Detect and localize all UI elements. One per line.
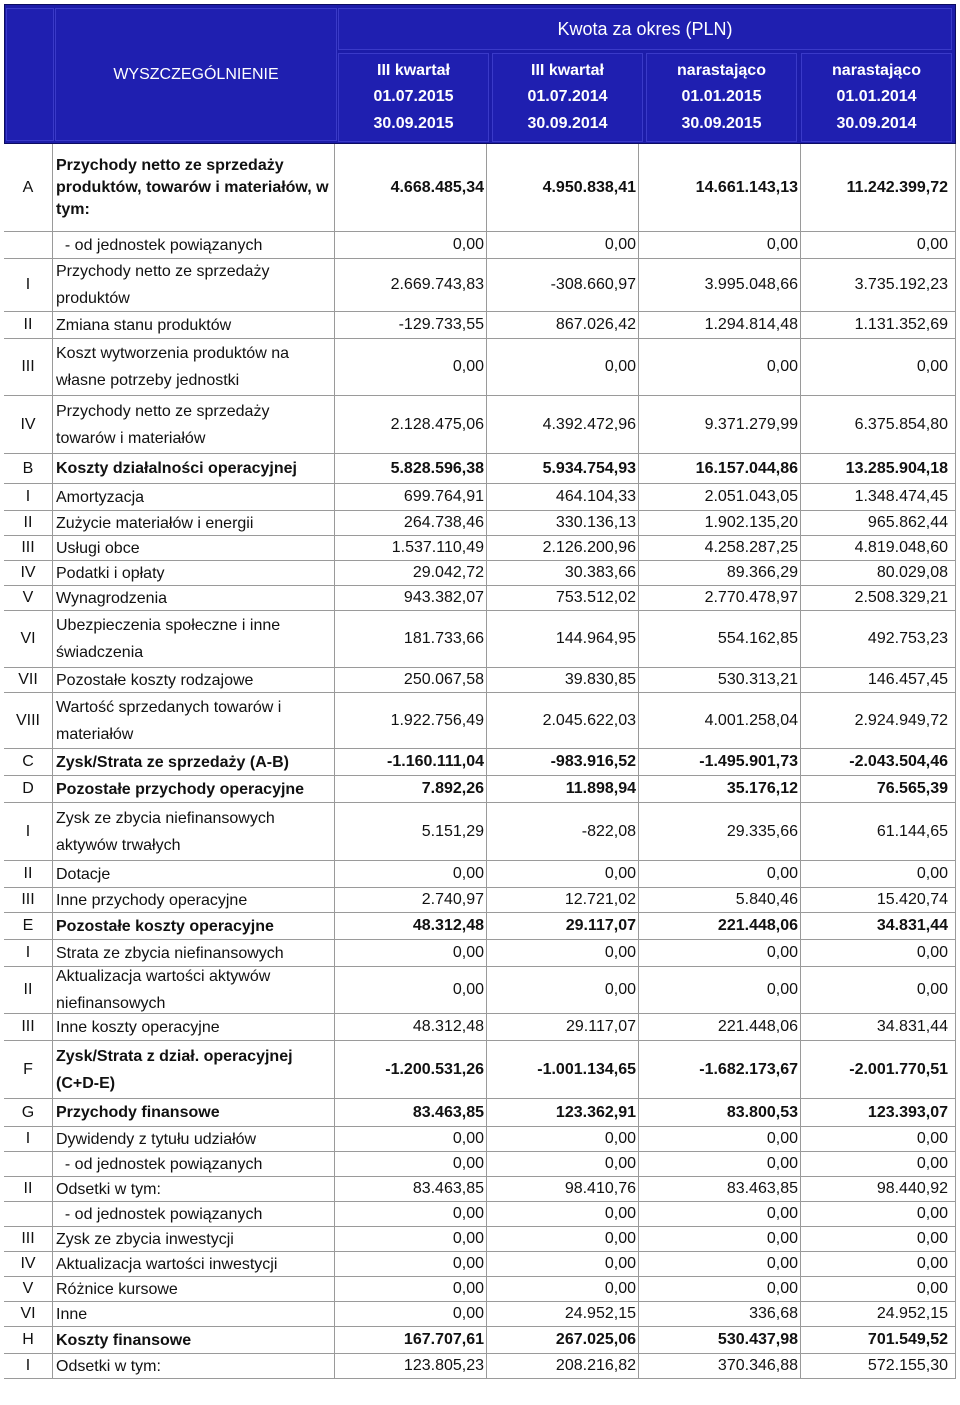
row-value: -1.160.111,04 <box>387 753 484 770</box>
row-label: Różnice kursowe <box>56 1280 178 1298</box>
row-label: - od jednostek powiązanych <box>56 1205 263 1223</box>
row-value: -822,08 <box>581 822 636 840</box>
row-value: 0,00 <box>604 865 636 882</box>
header-column-ytd-2015 <box>646 53 797 142</box>
table-row <box>4 312 956 339</box>
row-value: 1.537.110,49 <box>391 539 484 556</box>
row-value: 0,00 <box>916 236 948 253</box>
row-value: 83.463,85 <box>412 1180 484 1197</box>
header-description: WYSZCZEGÓLNIENIE <box>55 8 337 141</box>
row-value: -1.200.531,26 <box>385 1060 484 1078</box>
row-number: D <box>22 780 34 797</box>
row-value: 492.753,23 <box>867 630 948 647</box>
row-value: 0,00 <box>604 944 636 961</box>
row-value: 5.828.596,38 <box>390 459 484 477</box>
row-value: 0,00 <box>452 981 484 998</box>
header-end-date: 30.09.2015 <box>681 114 762 132</box>
table-row <box>4 396 956 454</box>
row-value: 2.924.949,72 <box>854 711 948 729</box>
row-number: I <box>25 944 31 961</box>
income-statement <box>4 4 956 1375</box>
row-value: 0,00 <box>452 944 484 961</box>
row-value: 0,00 <box>604 1280 636 1297</box>
row-value: 4.668.485,34 <box>390 178 484 196</box>
row-value: 11.898,94 <box>565 780 636 797</box>
row-value: 0,00 <box>452 1205 484 1222</box>
row-value: 530.437,98 <box>717 1331 798 1348</box>
table-row <box>4 1177 956 1202</box>
row-number: III <box>21 358 35 375</box>
row-number: II <box>23 316 33 333</box>
row-number: H <box>22 1331 34 1348</box>
row-number: V <box>22 589 34 606</box>
row-number: C <box>22 753 34 770</box>
row-number: I <box>25 1130 31 1147</box>
header-start-date: 01.07.2014 <box>527 88 608 106</box>
row-value: 123.393,07 <box>867 1103 948 1121</box>
row-label: Inne <box>56 1305 88 1323</box>
row-value: 0,00 <box>452 1255 484 1272</box>
row-value: 0,00 <box>916 358 948 375</box>
row-label: Koszty finansowe <box>56 1331 192 1349</box>
row-value: 250.067,58 <box>403 671 484 688</box>
row-number: VI <box>20 1305 36 1322</box>
row-number: VI <box>20 630 36 647</box>
row-number: III <box>21 891 35 908</box>
row-number: I <box>25 488 31 505</box>
table-row <box>4 749 956 776</box>
row-value: 80.029,08 <box>876 564 948 581</box>
row-label: Amortyzacja <box>56 488 145 506</box>
row-value: 0,00 <box>916 1155 948 1172</box>
row-number: IV <box>20 415 36 433</box>
header-period-label: III kwartał <box>531 62 604 80</box>
row-label: - od jednostek powiązanych <box>56 236 263 254</box>
row-value: 572.155,30 <box>867 1357 948 1374</box>
row-label: Przychody netto ze sprzedaży produktów <box>56 263 274 307</box>
row-value: 0,00 <box>766 1255 798 1272</box>
row-number: II <box>23 981 33 998</box>
row-value: 1.902.135,20 <box>704 514 798 531</box>
row-value: 1.294.814,48 <box>704 316 798 333</box>
row-number: I <box>25 822 31 840</box>
row-label: Podatki i opłaty <box>56 564 165 582</box>
row-number: III <box>21 1018 35 1035</box>
row-value: 267.025,06 <box>555 1331 636 1348</box>
row-number: II <box>23 1180 33 1197</box>
row-value: 11.242.399,72 <box>846 178 948 196</box>
header-period-label: III kwartał <box>377 62 450 80</box>
row-value: -308.660,97 <box>550 276 636 293</box>
row-value: 98.440,92 <box>876 1180 948 1197</box>
row-number <box>4 1202 52 1226</box>
row-value: 0,00 <box>916 1255 948 1272</box>
row-value: 3.995.048,66 <box>704 276 798 293</box>
row-value: 0,00 <box>766 1205 798 1222</box>
row-value: 1.131.352,69 <box>854 316 948 333</box>
row-value: 29.117,07 <box>566 1018 636 1035</box>
row-value: 4.001.258,04 <box>704 711 798 729</box>
row-label: Przychody finansowe <box>56 1104 220 1121</box>
header-amount-period: Kwota za okres (PLN) <box>338 8 952 50</box>
row-label: Inne koszty operacyjne <box>56 1018 220 1036</box>
row-value: 699.764,91 <box>403 488 484 505</box>
row-value: 0,00 <box>766 1155 798 1172</box>
table-row <box>4 1227 956 1252</box>
header-column-q3-2015 <box>338 53 489 142</box>
row-value: 370.346,88 <box>717 1357 798 1374</box>
row-value: 181.733,66 <box>403 630 484 647</box>
row-value: 6.375.854,80 <box>854 415 948 433</box>
row-value: 208.216,82 <box>555 1357 636 1374</box>
row-value: 0,00 <box>452 358 484 375</box>
row-value: 0,00 <box>766 358 798 375</box>
row-value: 29.042,72 <box>412 564 484 581</box>
row-value: 0,00 <box>916 1205 948 1222</box>
row-value: 144.964,95 <box>555 630 636 647</box>
row-label: Odsetki w tym: <box>56 1180 161 1198</box>
row-value: 867.026,42 <box>555 316 636 333</box>
row-value: -1.682.173,67 <box>699 1060 798 1078</box>
row-label: Pozostałe koszty operacyjne <box>56 917 274 935</box>
grid-line <box>955 144 956 1379</box>
row-label: Ubezpieczenia społeczne i inne świadczenia <box>56 617 285 661</box>
row-value: 4.392.472,96 <box>542 415 636 433</box>
table-row <box>4 693 956 749</box>
row-number: II <box>23 865 33 882</box>
row-value: 35.176,12 <box>726 780 798 797</box>
row-value: 0,00 <box>916 1130 948 1147</box>
row-value: 0,00 <box>604 358 636 375</box>
row-number: F <box>23 1060 33 1078</box>
table-row <box>4 1202 956 1227</box>
row-number: I <box>25 276 31 293</box>
table-row <box>4 913 956 940</box>
grid-line <box>334 144 335 1379</box>
table-row <box>4 454 956 484</box>
row-number: G <box>21 1103 35 1121</box>
row-value: 15.420,74 <box>876 891 948 908</box>
row-value: 146.457,45 <box>867 671 948 688</box>
table-row <box>4 1014 956 1041</box>
row-number: VII <box>18 671 38 688</box>
header-column-q3-2014 <box>492 53 643 142</box>
row-value: 0,00 <box>916 1280 948 1297</box>
row-value: 7.892,26 <box>421 780 484 797</box>
row-number: V <box>22 1280 34 1297</box>
row-value: 123.362,91 <box>555 1103 636 1121</box>
row-value: 0,00 <box>452 865 484 882</box>
row-number: IV <box>20 564 36 581</box>
table-row <box>4 1302 956 1327</box>
row-value: 965.862,44 <box>867 514 948 531</box>
row-value: 2.045.622,03 <box>542 711 636 729</box>
row-value: 4.950.838,41 <box>542 178 636 196</box>
row-value: 0,00 <box>916 865 948 882</box>
header-column-ytd-2014 <box>801 53 952 142</box>
row-value: 61.144,65 <box>876 822 948 840</box>
row-value: 0,00 <box>452 236 484 253</box>
row-value: 5.151,29 <box>421 822 484 840</box>
row-label: Koszt wytworzenia produktów na własne potrzeby jednostki <box>56 345 294 389</box>
row-value: 753.512,02 <box>555 589 636 606</box>
row-value: 12.721,02 <box>564 891 636 908</box>
row-value: 29.117,07 <box>565 917 636 934</box>
row-value: 221.448,06 <box>717 1018 798 1035</box>
row-value: 0,00 <box>604 1205 636 1222</box>
row-value: 221.448,06 <box>717 917 798 934</box>
row-value: 530.313,21 <box>717 671 798 688</box>
grid-line <box>638 144 639 1379</box>
row-value: 554.162,85 <box>717 630 798 647</box>
table-row <box>4 586 956 611</box>
row-value: 39.830,85 <box>564 671 636 688</box>
row-value: 464.104,33 <box>555 488 636 505</box>
row-value: 0,00 <box>452 1130 484 1147</box>
row-label: Strata ze zbycia niefinansowych <box>56 944 284 962</box>
row-label: Aktualizacja wartości aktywów niefinansowych <box>56 968 275 1012</box>
header-period-label: narastająco <box>677 62 766 80</box>
row-label: Zmiana stanu produktów <box>56 316 232 334</box>
row-value: 0,00 <box>766 981 798 998</box>
row-value: 2.128.475,06 <box>390 415 484 433</box>
row-label: Usługi obce <box>56 539 140 557</box>
row-value: -129.733,55 <box>398 316 484 333</box>
header-start-date: 01.07.2015 <box>373 88 454 106</box>
row-value: 2.051.043,05 <box>704 488 798 505</box>
row-value: 264.738,46 <box>403 514 484 531</box>
table-row <box>4 1041 956 1099</box>
row-value: 0,00 <box>766 944 798 961</box>
table-row <box>4 611 956 668</box>
row-value: 0,00 <box>604 236 636 253</box>
row-value: 0,00 <box>452 1230 484 1247</box>
table-row <box>4 1152 956 1177</box>
table-header <box>4 4 956 144</box>
row-number: IV <box>20 1255 36 1272</box>
table-row <box>4 561 956 586</box>
header-end-date: 30.09.2015 <box>373 114 454 132</box>
row-value: 29.335,66 <box>726 822 798 840</box>
table-row <box>4 1354 956 1379</box>
row-value: 4.258.287,25 <box>704 539 798 556</box>
row-number: III <box>21 539 35 556</box>
row-label: Dotacje <box>56 865 111 883</box>
row-value: 1.922.756,49 <box>390 711 484 729</box>
row-number: III <box>21 1230 35 1247</box>
row-label: Zysk ze zbycia niefinansowych aktywów trwałych <box>56 809 280 854</box>
row-value: -983.916,52 <box>550 753 636 770</box>
table-row <box>4 776 956 803</box>
row-value: 0,00 <box>766 1230 798 1247</box>
row-value: 1.348.474,45 <box>854 488 948 505</box>
row-value: 0,00 <box>604 1255 636 1272</box>
table-row <box>4 1252 956 1277</box>
header-end-date: 30.09.2014 <box>527 114 608 132</box>
row-label: Zysk ze zbycia inwestycji <box>56 1230 234 1248</box>
table-row <box>4 536 956 561</box>
table-row <box>4 1099 956 1127</box>
row-value: 2.508.329,21 <box>854 589 948 606</box>
row-value: -1.495.901,73 <box>699 753 798 770</box>
row-value: 83.463,85 <box>412 1103 484 1121</box>
row-value: 0,00 <box>766 1130 798 1147</box>
row-value: 0,00 <box>766 1280 798 1297</box>
row-value: 83.463,85 <box>726 1180 798 1197</box>
table-row <box>4 144 956 232</box>
row-value: 0,00 <box>604 1230 636 1247</box>
row-value: 5.840,46 <box>735 891 798 908</box>
row-number <box>4 1152 52 1176</box>
row-value: 0,00 <box>452 1280 484 1297</box>
table-row <box>4 967 956 1014</box>
table-row <box>4 888 956 913</box>
row-label: Zysk/Strata z dział. operacyjnej (C+D-E) <box>56 1047 297 1092</box>
row-value: 701.549,52 <box>867 1331 948 1348</box>
row-value: 83.800,53 <box>726 1103 798 1121</box>
row-number: B <box>22 459 34 477</box>
row-label: Przychody netto ze sprzedaży towarów i materiałów <box>56 402 274 447</box>
row-label: - od jednostek powiązanych <box>56 1155 263 1173</box>
grid-line <box>486 144 487 1379</box>
row-label: Inne przychody operacyjne <box>56 891 248 909</box>
header-period-label: narastająco <box>832 62 921 80</box>
row-value: 24.952,15 <box>876 1305 948 1322</box>
row-value: 34.831,44 <box>876 917 948 934</box>
row-value: 0,00 <box>916 1230 948 1247</box>
table-row <box>4 803 956 861</box>
row-value: 24.952,15 <box>564 1305 636 1322</box>
row-value: 89.366,29 <box>726 564 798 581</box>
table-row <box>4 1327 956 1354</box>
table-row <box>4 259 956 312</box>
row-label: Odsetki w tym: <box>56 1357 161 1375</box>
row-number: I <box>25 1357 31 1374</box>
row-value: 0,00 <box>604 981 636 998</box>
row-label: Wartość sprzedanych towarów i materiałów <box>56 698 286 743</box>
table-row <box>4 1127 956 1152</box>
row-value: 4.819.048,60 <box>854 539 948 556</box>
row-value: 2.770.478,97 <box>704 589 798 606</box>
row-label: Zużycie materiałów i energii <box>56 514 254 532</box>
row-value: 9.371.279,99 <box>704 415 798 433</box>
row-label: Pozostałe koszty rodzajowe <box>56 671 254 689</box>
row-value: 336,68 <box>749 1305 798 1322</box>
row-value: 16.157.044,86 <box>695 459 798 477</box>
row-label: Dywidendy z tytułu udziałów <box>56 1130 257 1148</box>
row-value: 76.565,39 <box>876 780 948 797</box>
row-value: 0,00 <box>452 1305 484 1322</box>
table-row <box>4 339 956 396</box>
header-number-column <box>6 8 54 141</box>
row-label: Koszty działalności operacyjnej <box>56 460 297 477</box>
row-value: 30.383,66 <box>564 564 636 581</box>
row-value: 0,00 <box>916 944 948 961</box>
row-label: Wynagrodzenia <box>56 589 168 607</box>
row-value: 0,00 <box>452 1155 484 1172</box>
header-start-date: 01.01.2014 <box>836 88 917 106</box>
row-value: 14.661.143,13 <box>695 178 798 196</box>
row-number: VIII <box>15 711 40 729</box>
row-number <box>4 232 52 258</box>
row-label: Przychody netto ze sprzedaży produktów, towarów i materiałów, w tym: <box>56 156 334 218</box>
row-value: 0,00 <box>916 981 948 998</box>
row-number: A <box>22 178 34 196</box>
grid-line <box>800 144 801 1379</box>
row-value: 0,00 <box>766 865 798 882</box>
row-number: II <box>23 514 33 531</box>
row-label: Zysk/Strata ze sprzedaży (A-B) <box>56 753 289 771</box>
row-value: 167.707,61 <box>403 1331 484 1348</box>
row-value: 943.382,07 <box>403 589 484 606</box>
header-start-date: 01.01.2015 <box>681 88 762 106</box>
header-end-date: 30.09.2014 <box>836 114 917 132</box>
row-label: Pozostałe przychody operacyjne <box>56 780 305 798</box>
row-value: 123.805,23 <box>403 1357 484 1374</box>
row-value: 48.312,48 <box>412 917 484 934</box>
row-value: 5.934.754,93 <box>542 459 636 477</box>
row-number: E <box>22 917 34 934</box>
table-row <box>4 668 956 693</box>
row-label: Aktualizacja wartości inwestycji <box>56 1255 278 1273</box>
row-value: 0,00 <box>766 236 798 253</box>
row-value: 98.410,76 <box>564 1180 636 1197</box>
row-value: 13.285.904,18 <box>845 459 948 477</box>
row-value: 330.136,13 <box>555 514 636 531</box>
table-row <box>4 861 956 888</box>
row-value: -2.001.770,51 <box>849 1060 948 1078</box>
table-row <box>4 232 956 259</box>
row-value: -1.001.134,65 <box>537 1060 636 1078</box>
row-value: -2.043.504,46 <box>849 753 948 770</box>
row-value: 0,00 <box>604 1130 636 1147</box>
row-value: 48.312,48 <box>412 1018 484 1035</box>
row-value: 3.735.192,23 <box>854 276 948 293</box>
table-row <box>4 511 956 536</box>
row-value: 2.669.743,83 <box>390 276 484 293</box>
grid-line <box>52 144 53 1379</box>
row-value: 2.126.200,96 <box>542 539 636 556</box>
table-row <box>4 484 956 511</box>
table-row <box>4 1277 956 1302</box>
row-value: 2.740,97 <box>421 891 484 908</box>
row-value: 0,00 <box>604 1155 636 1172</box>
row-value: 34.831,44 <box>876 1018 948 1035</box>
